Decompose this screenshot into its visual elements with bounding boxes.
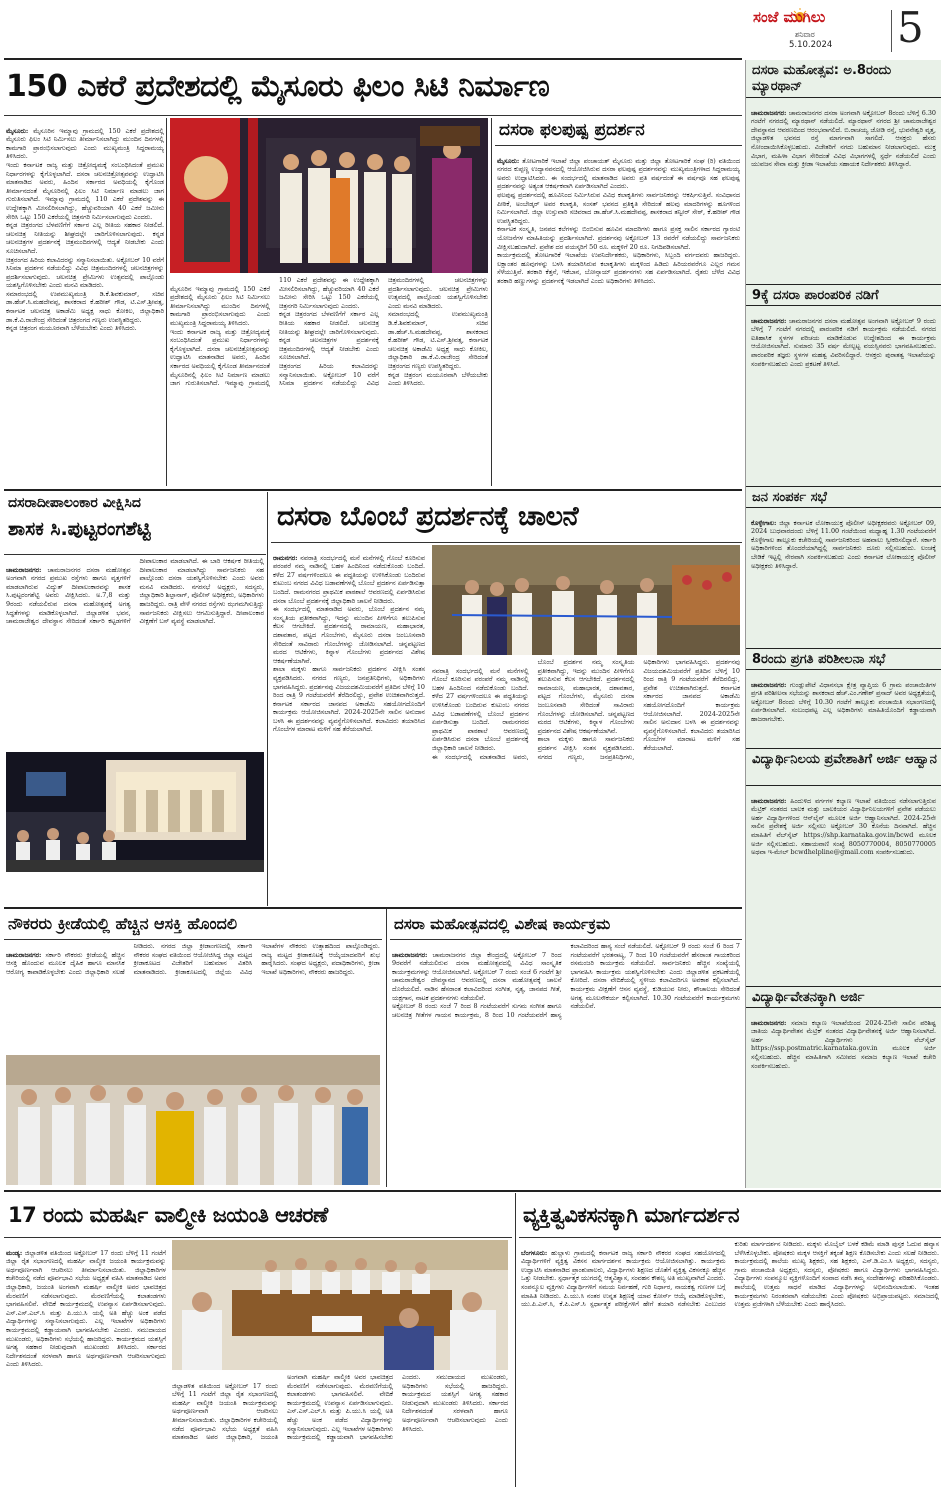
employees-under-rule [4,939,382,940]
sidebar-head-6: ವಿದ್ಯಾರ್ಥಿವೇತನಕ್ಕಾಗಿ ಅರ್ಜಿ [746,986,941,1008]
doll-body-cont: ನವರಾತ್ರಿ ಸಂದರ್ಭದಲ್ಲಿ ಮನೆ ಮನೆಗಳಲ್ಲಿ ಗೊಂಬೆ ಕೂರಿಸುವ ಪರಂಪರೆ ನಮ್ಮ ನಾಡಿನಲ್ಲಿ ಬಹಳ ಹಿಂದಿನಿಂದ ನಡೆದುಕೊಂಡು ಬಂದಿದೆ. ಕಳೆದ 27 ವರ್ಷಗಳಿಂದಲೂ ಈ ಪದ್ಧತಿಯನ್ನು ಉಳಿಸಿಕೊಂಡು ಬಂದಿರುವ ಕುಟುಂಬ ನಗರದ ವಿವಿಧ ಬಡಾವಣೆಗಳಲ್ಲಿ ಬೊಂಬೆ ಪ್ರದರ್ಶನ ಏರ್ಪಡಿಸುತ್ತಾ ಬಂದಿದೆ. ರಾಮನಗರದ ಪ್ರಾಥಮಿಕ ಪಾಠಶಾಲೆ ಆವರಣದಲ್ಲಿ ಏರ್ಪಡಿಸಿರುವ ದಸರಾ ಬೊಂಬೆ ಪ್ರದರ್ಶನಕ್ಕೆ ಜಿಲ್ಲಾಧಿಕಾರಿ ಚಾಲನೆ ನೀಡಿದರು. ಈ ಸಂದರ್ಭದಲ್ಲಿ ಮಾತನಾಡಿದ ಅವರು, ಬೊಂಬೆ ಪ್ರದರ್ಶನ ನಮ್ಮ ಸಂಸ್ಕೃತಿಯ ಪ್ರತೀಕವಾಗಿದ್ದು, ಇದನ್ನು ಮುಂದಿನ ಪೀಳಿಗೆಗೂ ತಲುಪಿಸುವ ಕೆಲಸ ಆಗಬೇಕಿದೆ. ಪ್ರದರ್ಶನದಲ್ಲಿ ರಾಮಾಯಣ, ಮಹಾಭಾರತ, ದಶಾವತಾರ, ಪಟ್ಟದ ಗೊಂಬೆಗಳು, ಮೈಸೂರು ದಸರಾ ಜಂಬೂಸವಾರಿ ಸೇರಿದಂತೆ ಸಾವಿರಾರು ಗೊಂಬೆಗಳನ್ನು ಜೋಡಿಸಲಾಗಿದೆ. ಚನ್ನಪಟ್ಟಣದ ಮರದ ಆಟಿಕೆಗಳು, ಕಿನ್ನಾಳ ಗೊಂಬೆಗಳು ಪ್ರದರ್ಶನದ ವಿಶೇಷ ಆಕರ್ಷಣೆಯಾಗಿವೆ. ಶಾಲಾ ಮಕ್ಕಳು ಹಾಗೂ ಸಾರ್ವಜನಿಕರು ಪ್ರದರ್ಶನ ವೀಕ್ಷಿಸಿ ಸಂತಸ ವ್ಯಕ್ತಪಡಿಸಿದರು. ನಗರದ ಗಣ್ಯರು, ಜನಪ್ರತಿನಿಧಿಗಳು, ಅಧಿಕಾರಿಗಳು ಭಾಗವಹಿಸಿದ್ದರು. ಪ್ರದರ್ಶನವು ವಿಜಯದಶಮಿಯವರೆಗೆ ಪ್ರತಿದಿನ ಬೆಳಿಗ್ಗೆ 10 ರಿಂದ ರಾತ್ರಿ 9 ಗಂಟೆಯವರೆಗೆ ತೆರೆದಿರಲಿದ್ದು, ಪ್ರವೇಶ ಉಚಿತವಾಗಿರುತ್ತದೆ. ಕರ್ನಾಟಕ ಸರ್ಕಾರದ ಜಾನಪದ ಅಕಾಡೆಮಿ ಸಹಯೋಗದೊಂದಿಗೆ ಕಾರ್ಯಕ್ರಮ ಆಯೋಜಿಸಲಾಗಿದೆ. 2024-2025ನೇ ಸಾಲಿನ ಅನುದಾನ ಬಳಸಿ ಈ ಪ್ರದರ್ಶನವನ್ನು ವ್ಯವಸ್ಥೆಗೊಳಿಸಲಾಗಿದೆ. ಕಲಾವಿದರು ತಯಾರಿಸಿದ ಗೊಂಬೆಗಳ ಮಾರಾಟ ಮಳಿಗೆ ಸಹ ತೆರೆಯಲಾಗಿದೆ. [432,658,740,761]
masthead-divider [891,10,892,52]
sidebar-body-1 [746,98,941,284]
mla-photo [6,752,264,872]
special-dateline: ಚಾಮರಾಜನಗರ: [392,950,428,959]
sidebar-dateline-5: ಚಾಮರಾಜನಗರ: [751,796,787,805]
sidebar-head-4: 8ರಂದು ಪ್ರಗತಿ ಪರಿಶೀಲನಾ ಸಭೆ [746,648,941,670]
mla-body-text: ಚಾಮರಾಜನಗರ ದಸರಾ ಮಹೋತ್ಸವ ಅಂಗವಾಗಿ ನಗರದ ಪ್ರಮುಖ ರಸ್ತೆಗಳು ಹಾಗೂ ವೃತ್ತಗಳಿಗೆ ಮಾಡಲಾಗಿರುವ ವಿದ್ಯುತ್ ದೀಪಾಲಂಕಾರವನ್ನು ಶಾಸಕ ಸಿ.ಪುಟ್ಟರಂಗಶೆಟ್ಟಿ ಅವರು ವೀಕ್ಷಿಸಿದರು. ಅ.7,8 ಮತ್ತು 9ರಂದು ನಡೆಯಲಿರುವ ದಸರಾ ಮಹೋತ್ಸವಕ್ಕೆ ಅಗತ್ಯ ಸಿದ್ಧತೆಗಳನ್ನು ಮಾಡಿಕೊಳ್ಳಲಾಗಿದೆ. ಜಿಲ್ಲಾಡಳಿತ ಭವನ, ಚಾಮರಾಜೇಶ್ವರ ದೇವಸ್ಥಾನ ಸೇರಿದಂತೆ ಸರ್ಕಾರಿ ಕಟ್ಟಡಗಳಿಗೆ ದೀಪಾಲಂಕಾರ ಮಾಡಲಾಗಿದೆ. ಈ ಬಾರಿ ಆಕರ್ಷಕ ರೀತಿಯಲ್ಲಿ ದೀಪಾಲಂಕಾರ ಮಾಡಲಾಗಿದ್ದು ಸಾರ್ವಜನಿಕರು ಸಹ ಪಾಲ್ಗೊಂಡು ದಸರಾ ಯಶಸ್ವಿಗೊಳಿಸಬೇಕು ಎಂದು ಅವರು ಮನವಿ ಮಾಡಿದರು. ನಗರಸಭೆ ಅಧ್ಯಕ್ಷರು, ಸದಸ್ಯರು, ಜಿಲ್ಲಾಧಿಕಾರಿ ಶಿಲ್ಪಾನಾಗ್, ಪೊಲೀಸ್ ಅಧೀಕ್ಷಕರು, ಅಧಿಕಾರಿಗಳು ಹಾಜರಿದ್ದರು. ರಾತ್ರಿ ವೇಳೆ ನಗರದ ರಸ್ತೆಗಳು ಝಗಮಗಿಸುತ್ತಿದ್ದು ಸಾರ್ವಜನಿಕರು ವೀಕ್ಷಿಸಲು ಆಗಮಿಸುತ್ತಿದ್ದಾರೆ. ದೀಪಾಲಂಕಾರ ವೀಕ್ಷಣೆಗೆ ಬಸ್ ವ್ಯವಸ್ಥೆ ಮಾಡಲಾಗಿದೆ. [6,557,264,626]
mla-headline-l2: ಶಾಸಕ ಸಿ.ಪುಟ್ಟರಂಗಶೆಟ್ಟಿ [8,518,151,540]
lead-dateline: ಮೈಸೂರು: [6,126,29,135]
lead-headline-text: 150 ಎಕರೆ ಪ್ರದೇಶದಲ್ಲಿ ಮೈಸೂರು ಫಿಲಂ ಸಿಟಿ ನಿರ್ಮಾಣ [6,69,550,104]
mla-under-rule [4,554,266,555]
sidebar-dateline-3: ಕೊಳ್ಳೇಗಾಲ: [751,518,777,527]
special-body [392,942,740,1186]
employees-col-rule [386,909,387,1187]
sidebar-head-3: ಜನ ಸಂಪರ್ಕ ಸಭೆ [746,486,941,508]
lead-body-col1 [6,118,164,486]
sidebar-text-3: ಜಿಲ್ಲಾ ಕರ್ನಾಟಕ ಲೋಕಾಯುಕ್ತ ಪೊಲೀಸ್ ಅಧೀಕ್ಷಕರವರು ಅಕ್ಟೋಬರ್ 09, 2024 ಬುಧವಾರದಂದು ಬೆಳಿಗ್ಗೆ 11.00 ಗಂಟೆಯಿಂದ ಮಧ್ಯಾಹ್ನ 1.30 ಗಂಟೆಯವರೆಗೆ ಕೊಳ್ಳೇಗಾಲ ತಾಲ್ಲೂಕು ಕಚೇರಿಯಲ್ಲಿ ಸಾರ್ವಜನಿಕರಿಂದ ಅಹವಾಲು ಸ್ವೀಕರಿಸಲಿದ್ದಾರೆ. ಸರ್ಕಾರಿ ಅಧಿಕಾರಿಗಳಿಂದ ತೊಂದರೆಯಾಗಿದ್ದಲ್ಲಿ ಸಾರ್ವಜನಿಕರು ದೂರು ಸಲ್ಲಿಸಬಹುದು. ಲಂಚಕ್ಕೆ ಬೇಡಿಕೆ ಇಟ್ಟಲ್ಲಿ ನೇರವಾಗಿ ಸಂಪರ್ಕಿಸಬಹುದು ಎಂದು ಕರ್ನಾಟಕ ಲೋಕಾಯುಕ್ತ ಪೊಲೀಸ್ ಅಧೀಕ್ಷಕರು ತಿಳಿಸಿದ್ದಾರೆ. [751,518,936,570]
mla-dateline: ಚಾಮರಾಜನಗರ: [6,565,42,574]
personality-headline [519,1193,941,1237]
valmiki-photo [172,1240,508,1370]
lead-photo [170,118,488,273]
masthead-day: ಶನಿವಾರ [795,30,815,39]
mla-headline-l1: ದಸರಾದೀಪಾಲಂಕಾರ ವೀಕ್ಷಿಸಿದ [8,495,141,511]
sidebar-dateline-1: ಚಾಮರಾಜನಗರ: [751,108,787,117]
employees-photo-art [6,1055,380,1185]
employees-headline-text: ನೌಕರರು ಕ್ರೀಡೆಯಲ್ಲಿ ಹೆಚ್ಚಿನ ಆಸಕ್ತಿ ಹೊಂದಲಿ [8,914,238,933]
personality-body [521,1240,939,1486]
doll-photo-art [432,545,740,655]
sidebar-body-6 [746,1008,941,1148]
fruit-headline [495,116,742,144]
valmiki-col-rule [515,1193,516,1487]
logo-text: ಸಂಜೆ ಮುಗಿಲು [753,8,826,26]
valmiki-body-col1 [6,1240,166,1486]
special-under-rule [390,939,742,940]
valmiki-body-lower [172,1373,508,1486]
row4-rule [4,1190,941,1192]
doll-body-lower [432,658,740,903]
employees-body-text: ಸರ್ಕಾರಿ ನೌಕರರು ಕ್ರೀಡೆಯಲ್ಲಿ ಹೆಚ್ಚಿನ ಆಸಕ್ತಿ ಹೊಂದುವ ಮೂಲಕ ದೈಹಿಕ ಹಾಗೂ ಮಾನಸಿಕ ಆರೋಗ್ಯ ಕಾಪಾಡಿಕೊಳ್ಳಬೇಕು ಎಂದು ಜಿಲ್ಲಾಧಿಕಾರಿ ಸಲಹೆ ನೀಡಿದರು. ನಗರದ ಜಿಲ್ಲಾ ಕ್ರೀಡಾಂಗಣದಲ್ಲಿ ಸರ್ಕಾರಿ ನೌಕರರ ಸಂಘದ ವತಿಯಿಂದ ಆಯೋಜಿಸಿದ್ದ ಜಿಲ್ಲಾ ಮಟ್ಟದ ಕ್ರೀಡಾಕೂಟದ ವಿಜೇತರಿಗೆ ಬಹುಮಾನ ವಿತರಿಸಿ ಮಾತನಾಡಿದರು. ಕ್ರೀಡಾಕೂಟದಲ್ಲಿ ಜಿಲ್ಲೆಯ ವಿವಿಧ ಇಲಾಖೆಗಳ ನೌಕರರು ಉತ್ಸಾಹದಿಂದ ಪಾಲ್ಗೊಂಡಿದ್ದರು. ರಾಜ್ಯ ಮಟ್ಟದ ಕ್ರೀಡಾಕೂಟಕ್ಕೆ ಆಯ್ಕೆಯಾದವರಿಗೆ ಶುಭ ಹಾರೈಸಿದರು. ಸಂಘದ ಅಧ್ಯಕ್ಷರು, ಪದಾಧಿಕಾರಿಗಳು, ಕ್ರೀಡಾ ಇಲಾಖೆ ಅಧಿಕಾರಿಗಳು, ನೌಕರರು ಹಾಜರಿದ್ದರು. [6,942,380,976]
special-body-text: ಚಾಮರಾಜನಗರ ಜಿಲ್ಲಾ ಕೇಂದ್ರದಲ್ಲಿ ಅಕ್ಟೋಬರ್ 7 ರಿಂದ 9ರವರೆಗೆ ನಡೆಯಲಿರುವ ದಸರಾ ಮಹೋತ್ಸವದಲ್ಲಿ ವಿವಿಧ ಸಾಂಸ್ಕೃತಿಕ ಕಾರ್ಯಕ್ರಮಗಳನ್ನು ಆಯೋಜಿಸಲಾಗಿದೆ. ಅಕ್ಟೋಬರ್ 7 ರಂದು ಸಂಜೆ 6 ಗಂಟೆಗೆ ಶ್ರೀ ಚಾಮರಾಜೇಶ್ವರ ದೇವಸ್ಥಾನದ ಆವರಣದಲ್ಲಿ ದಸರಾ ಮಹೋತ್ಸವಕ್ಕೆ ಚಾಲನೆ ದೊರೆಯಲಿದೆ. ನಾಡಿನ ಹೆಸರಾಂತ ಕಲಾವಿದರಿಂದ ಸಂಗೀತ, ನೃತ್ಯ, ಜಾನಪದ ಗೀತೆ, ಯಕ್ಷಗಾನ, ನಾಟಕ ಪ್ರದರ್ಶನಗಳು ನಡೆಯಲಿವೆ. ಅಕ್ಟೋಬರ್ 8 ರಂದು ಸಂಜೆ 7 ರಿಂದ 8 ಗಂಟೆಯವರೆಗೆ ಸುಗಮ ಸಂಗೀತ ಹಾಗೂ ಚಲನಚಿತ್ರ ಗೀತೆಗಳ ಗಾಯನ ಕಾರ್ಯಕ್ರಮ, 8 ರಿಂದ 10 ಗಂಟೆಯವರೆಗೆ ಹಾಸ್ಯ ಕಲಾವಿದರಿಂದ ಹಾಸ್ಯ ಸಂಜೆ ನಡೆಯಲಿದೆ. ಅಕ್ಟೋಬರ್ 9 ರಂದು ಸಂಜೆ 6 ರಿಂದ 7 ಗಂಟೆಯವರೆಗೆ ಭರತನಾಟ್ಯ, 7 ರಿಂದ 10 ಗಂಟೆಯವರೆಗೆ ಹೆಸರಾಂತ ಗಾಯಕರಿಂದ ರಸಮಂಜರಿ ಕಾರ್ಯಕ್ರಮ ನಡೆಯಲಿದೆ. ಸಾರ್ವಜನಿಕರು ಹೆಚ್ಚಿನ ಸಂಖ್ಯೆಯಲ್ಲಿ ಭಾಗವಹಿಸಿ ಕಾರ್ಯಕ್ರಮ ಯಶಸ್ವಿಗೊಳಿಸಬೇಕು ಎಂದು ಜಿಲ್ಲಾಡಳಿತ ಪ್ರಕಟಣೆಯಲ್ಲಿ ಕೋರಿದೆ. ದಸರಾ ವೇದಿಕೆಯಲ್ಲಿ ಸ್ಥಳೀಯ ಕಲಾವಿದರಿಗೂ ಅವಕಾಶ ಕಲ್ಪಿಸಲಾಗಿದೆ. ಕಾರ್ಯಕ್ರಮ ವೀಕ್ಷಣೆಗೆ ಆಸನ ವ್ಯವಸ್ಥೆ, ಕುಡಿಯುವ ನೀರು, ಶೌಚಾಲಯ ಸೇರಿದಂತೆ ಅಗತ್ಯ ಮೂಲಸೌಕರ್ಯ ಕಲ್ಪಿಸಲಾಗಿದೆ. 10.30 ಗಂಟೆಯವರೆಗೆ ಕಾರ್ಯಕ್ರಮಗಳು ನಡೆಯಲಿವೆ. [392,942,740,1019]
valmiki-headline [4,1193,512,1237]
valmiki-headline-text: 17 ರಂದು ಮಹರ್ಷಿ ವಾಲ್ಮೀಕಿ ಜಯಂತಿ ಆಚರಣೆ [8,1203,328,1227]
special-headline [390,909,742,939]
mla-headline [4,492,266,552]
valmiki-body-cont: ಜಿಲ್ಲಾಡಳಿತ ವತಿಯಿಂದ ಅಕ್ಟೋಬರ್ 17 ರಂದು ಬೆಳಿಗ್ಗೆ 11 ಗಂಟೆಗೆ ಜಿಲ್ಲಾ ರೈತ ಸಭಾಂಗಣದಲ್ಲಿ ಮಹರ್ಷಿ ವಾಲ್ಮೀಕಿ ಜಯಂತಿ ಕಾರ್ಯಕ್ರಮವನ್ನು ಅರ್ಥಪೂರ್ಣವಾಗಿ ಆಚರಿಸಲು ತೀರ್ಮಾನಿಸಲಾಯಿತು. ಜಿಲ್ಲಾಧಿಕಾರಿಗಳ ಕಚೇರಿಯಲ್ಲಿ ನಡೆದ ಪೂರ್ವಭಾವಿ ಸಭೆಯ ಅಧ್ಯಕ್ಷತೆ ವಹಿಸಿ ಮಾತನಾಡಿದ ಅಪರ ಜಿಲ್ಲಾಧಿಕಾರಿ, ಜಯಂತಿ ಅಂಗವಾಗಿ ಮಹರ್ಷಿ ವಾಲ್ಮೀಕಿ ಅವರ ಭಾವಚಿತ್ರದ ಮೆರವಣಿಗೆ ನಡೆಸಲಾಗುವುದು. ಮೆರವಣಿಗೆಯಲ್ಲಿ ಕಲಾತಂಡಗಳು ಭಾಗವಹಿಸಲಿವೆ. ವೇದಿಕೆ ಕಾರ್ಯಕ್ರಮದಲ್ಲಿ ಉಪನ್ಯಾಸ ಏರ್ಪಡಿಸಲಾಗುವುದು. ಎಸ್.ಎಸ್.ಎಲ್.ಸಿ ಮತ್ತು ಪಿ.ಯು.ಸಿ ಯಲ್ಲಿ ಅತಿ ಹೆಚ್ಚು ಅಂಕ ಪಡೆದ ವಿದ್ಯಾರ್ಥಿಗಳನ್ನು ಸನ್ಮಾನಿಸಲಾಗುವುದು. ಎಲ್ಲ ಇಲಾಖೆಗಳ ಅಧಿಕಾರಿಗಳು ಕಾರ್ಯಕ್ರಮದಲ್ಲಿ ಕಡ್ಡಾಯವಾಗಿ ಭಾಗವಹಿಸಬೇಕು ಎಂದರು. ಸಮುದಾಯದ ಮುಖಂಡರು, ಅಧಿಕಾರಿಗಳು ಸಭೆಯಲ್ಲಿ ಹಾಜರಿದ್ದರು. ಕಾರ್ಯಕ್ರಮದ ಯಶಸ್ಸಿಗೆ ಅಗತ್ಯ ಸಹಕಾರ ನೀಡುವುದಾಗಿ ಮುಖಂಡರು ತಿಳಿಸಿದರು. ಸರ್ಕಾರದ ನಿರ್ದೇಶನದಂತೆ ಸರಳವಾಗಿ ಹಾಗೂ ಅರ್ಥಪೂರ್ಣವಾಗಿ ಆಚರಿಸಲಾಗುವುದು ಎಂದು ತಿಳಿಸಿದರು. [172,1373,508,1442]
special-headline-text: ದಸರಾ ಮಹೋತ್ಸವದಲ್ಲಿ ವಿಶೇಷ ಕಾರ್ಯಕ್ರಮ [394,915,611,933]
sidebar-text-6: ಸಮಾಜ ಕಲ್ಯಾಣ ಇಲಾಖೆಯಿಂದ 2024-25ನೇ ಸಾಲಿನ ಪರಿಶಿಷ್ಟ ಜಾತಿಯ ವಿದ್ಯಾರ್ಥಿವೇತನ ಮೆಟ್ರಿಕ್ ನಂತರದ ವಿದ್ಯಾರ್ಥಿವೇತನಕ್ಕೆ ಅರ್ಜಿ ಆಹ್ವಾನಿಸಲಾಗಿದೆ. ಅರ್ಹ ವಿದ್ಯಾರ್ಥಿಗಳು ವೆಬ್‌ಸೈಟ್ https://ssp.postmatric.karnataka.gov.in ಮೂಲಕ ಅರ್ಜಿ ಸಲ್ಲಿಸಬಹುದು. ಹೆಚ್ಚಿನ ಮಾಹಿತಿಗಾಗಿ ಸಮೀಪದ ಸಮಾಜ ಕಲ್ಯಾಣ ಇಲಾಖೆ ಕಚೇರಿ ಸಂಪರ್ಕಿಸಬಹುದು. [751,1018,936,1070]
lead-body-lower [170,276,488,486]
sidebar-text-5: ಹಿಂದುಳಿದ ವರ್ಗಗಳ ಕಲ್ಯಾಣ ಇಲಾಖೆ ವತಿಯಿಂದ ನಡೆಸಲಾಗುತ್ತಿರುವ ಮೆಟ್ರಿಕ್ ನಂತರದ ಬಾಲಕ ಮತ್ತು ಬಾಲಕಿಯರ ವಿದ್ಯಾರ್ಥಿನಿಲಯಗಳಿಗೆ ಪ್ರವೇಶ ಪಡೆಯಲು ಅರ್ಹ ವಿದ್ಯಾರ್ಥಿಗಳಿಂದ ಆನ್‌ಲೈನ್ ಮೂಲಕ ಅರ್ಜಿ ಆಹ್ವಾನಿಸಲಾಗಿದೆ. 2024-25ನೇ ಸಾಲಿನ ಪ್ರವೇಶಕ್ಕೆ ಅರ್ಜಿ ಸಲ್ಲಿಸಲು ಅಕ್ಟೋಬರ್ 30 ಕೊನೆಯ ದಿನವಾಗಿದೆ. ಹೆಚ್ಚಿನ ಮಾಹಿತಿಗೆ ವೆಬ್‌ಸೈಟ್ https://shp.karnataka.gov.in/bcwd ಮೂಲಕ ಅರ್ಜಿ ಸಲ್ಲಿಸಬಹುದು. ಸಹಾಯವಾಣಿ ಸಂಖ್ಯೆ 8050770004, 8050770005 ಅಥವಾ ಇ-ಮೇಲ್ bcwdhelpline@gmail.com ಸಂಪರ್ಕಿಸಬಹುದು. [751,796,936,857]
fruit-headline-text: ದಸರಾ ಫಲಪುಷ್ಪ ಪ್ರದರ್ಶನ [499,120,645,140]
lead-headline [4,60,742,114]
doll-body: ನವರಾತ್ರಿ ಸಂದರ್ಭದಲ್ಲಿ ಮನೆ ಮನೆಗಳಲ್ಲಿ ಗೊಂಬೆ ಕೂರಿಸುವ ಪರಂಪರೆ ನಮ್ಮ ನಾಡಿನಲ್ಲಿ ಬಹಳ ಹಿಂದಿನಿಂದ ನಡೆದುಕೊಂಡು ಬಂದಿದೆ. ಕಳೆದ 27 ವರ್ಷಗಳಿಂದಲೂ ಈ ಪದ್ಧತಿಯನ್ನು ಉಳಿಸಿಕೊಂಡು ಬಂದಿರುವ ಕುಟುಂಬ ನಗರದ ವಿವಿಧ ಬಡಾವಣೆಗಳಲ್ಲಿ ಬೊಂಬೆ ಪ್ರದರ್ಶನ ಏರ್ಪಡಿಸುತ್ತಾ ಬಂದಿದೆ. ರಾಮನಗರದ ಪ್ರಾಥಮಿಕ ಪಾಠಶಾಲೆ ಆವರಣದಲ್ಲಿ ಏರ್ಪಡಿಸಿರುವ ದಸರಾ ಬೊಂಬೆ ಪ್ರದರ್ಶನಕ್ಕೆ ಜಿಲ್ಲಾಧಿಕಾರಿ ಚಾಲನೆ ನೀಡಿದರು. ಈ ಸಂದರ್ಭದಲ್ಲಿ ಮಾತನಾಡಿದ ಅವರು, ಬೊಂಬೆ ಪ್ರದರ್ಶನ ನಮ್ಮ ಸಂಸ್ಕೃತಿಯ ಪ್ರತೀಕವಾಗಿದ್ದು, ಇದನ್ನು ಮುಂದಿನ ಪೀಳಿಗೆಗೂ ತಲುಪಿಸುವ ಕೆಲಸ ಆಗಬೇಕಿದೆ. ಪ್ರದರ್ಶನದಲ್ಲಿ ರಾಮಾಯಣ, ಮಹಾಭಾರತ, ದಶಾವತಾರ, ಪಟ್ಟದ ಗೊಂಬೆಗಳು, ಮೈಸೂರು ದಸರಾ ಜಂಬೂಸವಾರಿ ಸೇರಿದಂತೆ ಸಾವಿರಾರು ಗೊಂಬೆಗಳನ್ನು ಜೋಡಿಸಲಾಗಿದೆ. ಚನ್ನಪಟ್ಟಣದ ಮರದ ಆಟಿಕೆಗಳು, ಕಿನ್ನಾಳ ಗೊಂಬೆಗಳು ಪ್ರದರ್ಶನದ ವಿಶೇಷ ಆಕರ್ಷಣೆಯಾಗಿವೆ. ಶಾಲಾ ಮಕ್ಕಳು ಹಾಗೂ ಸಾರ್ವಜನಿಕರು ಪ್ರದರ್ಶನ ವೀಕ್ಷಿಸಿ ಸಂತಸ ವ್ಯಕ್ತಪಡಿಸಿದರು. ನಗರದ ಗಣ್ಯರು, ಜನಪ್ರತಿನಿಧಿಗಳು, ಅಧಿಕಾರಿಗಳು ಭಾಗವಹಿಸಿದ್ದರು. ಪ್ರದರ್ಶನವು ವಿಜಯದಶಮಿಯವರೆಗೆ ಪ್ರತಿದಿನ ಬೆಳಿಗ್ಗೆ 10 ರಿಂದ ರಾತ್ರಿ 9 ಗಂಟೆಯವರೆಗೆ ತೆರೆದಿರಲಿದ್ದು, ಪ್ರವೇಶ ಉಚಿತವಾಗಿರುತ್ತದೆ. ಕರ್ನಾಟಕ ಸರ್ಕಾರದ ಜಾನಪದ ಅಕಾಡೆಮಿ ಸಹಯೋಗದೊಂದಿಗೆ ಕಾರ್ಯಕ್ರಮ ಆಯೋಜಿಸಲಾಗಿದೆ. 2024-2025ನೇ ಸಾಲಿನ ಅನುದಾನ ಬಳಸಿ ಈ ಪ್ರದರ್ಶನವನ್ನು ವ್ಯವಸ್ಥೆಗೊಳಿಸಲಾಗಿದೆ. ಕಲಾವಿದರು ತಯಾರಿಸಿದ ಗೊಂಬೆಗಳ ಮಾರಾಟ ಮಳಿಗೆ ಸಹ ತೆರೆಯಲಾಗಿದೆ. [273,553,425,734]
sidebar [745,60,941,1188]
doll-under-rule [271,542,742,543]
lead-photo-art [170,118,488,273]
valmiki-photo-art [172,1240,508,1370]
masthead-date: 5.10.2024 [789,40,833,50]
sidebar-dateline-2: ಚಾಮರಾಜನಗರ: [751,316,787,325]
employees-photo [6,1055,380,1185]
fruit-dateline: ಮೈಸೂರು: [497,156,520,165]
sidebar-head-2: 9ಕ್ಕೆ ದಸರಾ ಪಾರಂಪರಿಕ ನಡಿಗೆ [746,284,941,306]
fruit-under-rule [495,145,742,146]
sidebar-dateline-6: ಚಾಮರಾಜನಗರ: [751,1018,787,1027]
sidebar-dateline-4: ಚಾಮರಾಜನಗರ: [751,680,787,689]
fruit-divider [491,118,492,486]
sidebar-text-2: ಚಾಮರಾಜನಗರ ದಸರಾ ಮಹೋತ್ಸವ ಅಂಗವಾಗಿ ಅಕ್ಟೋಬರ್ 9 ರಂದು ಬೆಳಿಗ್ಗೆ 7 ಗಂಟೆಗೆ ನಗರದಲ್ಲಿ ಪಾರಂಪರಿಕ ನಡಿಗೆ ಕಾರ್ಯಕ್ರಮ ನಡೆಯಲಿದೆ. ನಗರದ ಐತಿಹಾಸಿಕ ಸ್ಥಳಗಳ ಪರಿಚಯ ಮಾಡಿಕೊಡುವ ಉದ್ದೇಶದಿಂದ ಈ ಕಾರ್ಯಕ್ರಮ ಆಯೋಜಿಸಲಾಗಿದೆ. ಸುಮಾರು 35 ವರ್ಷ ಮೇಲ್ಪಟ್ಟ ವಯಸ್ಸಿನವರು ಭಾಗವಹಿಸಬಹುದು. ಪಾರಂಪರಿಕ ತಜ್ಞರು ಸ್ಥಳಗಳ ಮಹತ್ವ ವಿವರಿಸಲಿದ್ದಾರೆ. ಆಸಕ್ತರು ಪುರಾತತ್ವ ಇಲಾಖೆಯನ್ನು ಸಂಪರ್ಕಿಸಬಹುದು ಎಂದು ಪ್ರಕಟಣೆ ತಿಳಿಸಿದೆ. [751,316,936,368]
masthead [745,4,941,56]
lead-body-cont: ಮೈಸೂರಿನ ಇಮ್ಮಾವು ಗ್ರಾಮದಲ್ಲಿ 150 ಎಕರೆ ಪ್ರದೇಶದಲ್ಲಿ ಮೈಸೂರು ಫಿಲಂ ಸಿಟಿ ನಿರ್ಮಿಸಲು ತೀರ್ಮಾನಿಸಲಾಗಿದ್ದು ಮುಂದಿನ ದಿನಗಳಲ್ಲಿ ಕಾಮಗಾರಿ ಪ್ರಾರಂಭಿಸಲಾಗುವುದು ಎಂದು ಮುಖ್ಯಮಂತ್ರಿ ಸಿದ್ದರಾಮಯ್ಯ ತಿಳಿಸಿದರು. ಇಂದು ಕರ್ನಾಟಕ ರಾಜ್ಯ ಮತ್ತು ಚಿತ್ರೋದ್ಯಮಕ್ಕೆ ಸಂಬಂಧಿಸಿದಂತೆ ಪ್ರಮುಖ ನಿರ್ಧಾರಗಳನ್ನು ಕೈಗೊಳ್ಳಲಾಗಿದೆ. ದಸರಾ ಚಲನಚಿತ್ರೋತ್ಸವವನ್ನು ಉದ್ಘಾಟಿಸಿ ಮಾತನಾಡಿದ ಅವರು, ಹಿಂದಿನ ಸರ್ಕಾರದ ಅವಧಿಯಲ್ಲಿ ಕೈಗೊಂಡ ತೀರ್ಮಾನದಂತೆ ಮೈಸೂರಿನಲ್ಲಿ ಫಿಲಂ ಸಿಟಿ ನಿರ್ಮಾಣ ಮಾಡಲು ಜಾಗ ಗುರುತಿಸಲಾಗಿದೆ. ಇಮ್ಮಾವು ಗ್ರಾಮದಲ್ಲಿ 110 ಎಕರೆ ಪ್ರದೇಶವನ್ನು ಈ ಉದ್ದೇಶಕ್ಕಾಗಿ ಮೀಸಲಿರಿಸಲಾಗಿದ್ದು, ಹೆಚ್ಚುವರಿಯಾಗಿ 40 ಎಕರೆ ಜಮೀನು ಸೇರಿಸಿ ಒಟ್ಟು 150 ಎಕರೆಯಲ್ಲಿ ಚಿತ್ರನಗರಿ ನಿರ್ಮಿಸಲಾಗುವುದು ಎಂದರು. ಕನ್ನಡ ಚಿತ್ರರಂಗದ ಬೆಳವಣಿಗೆಗೆ ಸರ್ಕಾರ ಎಲ್ಲ ರೀತಿಯ ಸಹಕಾರ ನೀಡಲಿದೆ. ಚಲನಚಿತ್ರ ನೀತಿಯನ್ನು ಶೀಘ್ರದಲ್ಲೇ ಜಾರಿಗೊಳಿಸಲಾಗುವುದು. ಕನ್ನಡ ಚಲನಚಿತ್ರಗಳ ಪ್ರದರ್ಶನಕ್ಕೆ ಚಿತ್ರಮಂದಿರಗಳಲ್ಲಿ ಆದ್ಯತೆ ನೀಡಬೇಕು ಎಂದು ಸೂಚಿಸಲಾಗಿದೆ. ಚಿತ್ರರಂಗದ ಹಿರಿಯ ಕಲಾವಿದರನ್ನು ಸನ್ಮಾನಿಸಲಾಯಿತು. ಅಕ್ಟೋಬರ್ 10 ವರೆಗೆ ಸಿನಿಮಾ ಪ್ರದರ್ಶನ ನಡೆಯಲಿದ್ದು ವಿವಿಧ ಚಿತ್ರಮಂದಿರಗಳಲ್ಲಿ ಚಲನಚಿತ್ರಗಳನ್ನು ಪ್ರದರ್ಶಿಸಲಾಗುವುದು. ಚಲನಚಿತ್ರ ಪ್ರೇಮಿಗಳು ಉತ್ಸವದಲ್ಲಿ ಪಾಲ್ಗೊಂಡು ಯಶಸ್ವಿಗೊಳಿಸಬೇಕು ಎಂದು ಮನವಿ ಮಾಡಿದರು. ಸಮಾರಂಭದಲ್ಲಿ ಉಪಮುಖ್ಯಮಂತ್ರಿ ಡಿ.ಕೆ.ಶಿವಕುಮಾರ್, ಸಚಿವ ಡಾ.ಹೆಚ್.ಸಿ.ಮಹದೇವಪ್ಪ, ಶಾಸಕರಾದ ಕೆ.ಹರೀಶ್ ಗೌಡ, ಟಿ.ಎಸ್.ಶ್ರೀವತ್ಸ, ಕರ್ನಾಟಕ ಚಲನಚಿತ್ರ ಅಕಾಡೆಮಿ ಅಧ್ಯಕ್ಷ ಸಾಧು ಕೋಕಿಲ, ಜಿಲ್ಲಾಧಿಕಾರಿ ಡಾ.ಕೆ.ವಿ.ರಾಜೇಂದ್ರ ಸೇರಿದಂತೆ ಚಿತ್ರರಂಗದ ಗಣ್ಯರು ಉಪಸ್ಥಿತರಿದ್ದರು. ಕನ್ನಡ ಚಿತ್ರರಂಗ ಮಯೂರವಾಗಿ ಬೆಳೆಯಬೇಕು ಎಂದು ತಿಳಿಸಿದರು. [170,276,488,388]
fruit-body-text: ತೋಟಗಾರಿಕೆ ಇಲಾಖೆ ಜಿಲ್ಲಾ ಪಂಚಾಯತ್ ಮೈಸೂರು ಮತ್ತು ಜಿಲ್ಲಾ ತೋಟಗಾರಿಕೆ ಸಂಘ (ರಿ) ವತಿಯಿಂದ ನಗರದ ಕುಪ್ಪಣ್ಣ ಉದ್ಯಾನವನದಲ್ಲಿ ಆಯೋಜಿಸಿರುವ ದಸರಾ ಫಲಪುಷ್ಪ ಪ್ರದರ್ಶನವನ್ನು ಮುಖ್ಯಮಂತ್ರಿಗಳಾದ ಸಿದ್ದರಾಮಯ್ಯ ಅವರು ಉದ್ಘಾಟಿಸಿದರು. ಈ ಸಂದರ್ಭದಲ್ಲಿ ಮಾತನಾಡಿದ ಅವರು ಪ್ರತಿ ವರ್ಷದಂತೆ ಈ ವರ್ಷವೂ ಸಹ ಫಲಪುಷ್ಪ ಪ್ರದರ್ಶನವನ್ನು ಅತ್ಯಂತ ಆಕರ್ಷಕವಾಗಿ ಏರ್ಪಡಿಸಲಾಗಿದೆ ಎಂದರು. ಫಲಪುಷ್ಪ ಪ್ರದರ್ಶನದಲ್ಲಿ ಹೂವಿನಿಂದ ನಿರ್ಮಿಸಿರುವ ವಿವಿಧ ಕಲಾಕೃತಿಗಳು ಸಾರ್ವಜನಿಕರನ್ನು ಆಕರ್ಷಿಸುತ್ತಿವೆ. ಸಂವಿಧಾನದ ಪೀಠಿಕೆ, ಅಂಬೇಡ್ಕರ್ ಅವರ ಕಲಾಕೃತಿ, ಸಂಸತ್ ಭವನದ ಪ್ರತಿಕೃತಿ ಸೇರಿದಂತೆ ಹಲವು ಮಾದರಿಗಳನ್ನು ಹೂಗಳಿಂದ ನಿರ್ಮಿಸಲಾಗಿದೆ. ಜಿಲ್ಲಾ ಉಸ್ತುವಾರಿ ಸಚಿವರಾದ ಡಾ.ಹೆಚ್.ಸಿ.ಮಹದೇವಪ್ಪ, ಶಾಸಕರಾದ ತನ್ವೀರ್ ಸೇಠ್, ಕೆ.ಹರೀಶ್ ಗೌಡ ಉಪಸ್ಥಿತರಿದ್ದರು. ಕರ್ನಾಟಕ ಸಂಸ್ಕೃತಿ, ಜನಪದ ಕಲೆಗಳನ್ನು ಬಿಂಬಿಸುವ ಹೂವಿನ ಮಾದರಿಗಳು ಹಾಗೂ ಪ್ರಸಕ್ತ ಸಾಲಿನ ಸರ್ಕಾರದ ಗ್ಯಾರಂಟಿ ಯೋಜನೆಗಳ ಮಾಹಿತಿಯನ್ನು ಪ್ರದರ್ಶಿಸಲಾಗಿದೆ. ಪ್ರದರ್ಶನವು ಅಕ್ಟೋಬರ್ 13 ರವರೆಗೆ ನಡೆಯಲಿದ್ದು ಸಾರ್ವಜನಿಕರು ವೀಕ್ಷಿಸಬಹುದಾಗಿದೆ. ಪ್ರವೇಶ ದರ ವಯಸ್ಕರಿಗೆ 50 ರೂ. ಮಕ್ಕಳಿಗೆ 20 ರೂ. ನಿಗದಿಪಡಿಸಲಾಗಿದೆ. ಕಾರ್ಯಕ್ರಮದಲ್ಲಿ ತೋಟಗಾರಿಕೆ ಇಲಾಖೆಯ ಉಪನಿರ್ದೇಶಕರು, ಅಧಿಕಾರಿಗಳು, ಸಿಬ್ಬಂದಿ ವರ್ಗದವರು ಹಾಜರಿದ್ದರು. ಲಕ್ಷಾಂತರ ಹೂವುಗಳನ್ನು ಬಳಸಿ ತಯಾರಿಸಿರುವ ಕಲಾಕೃತಿಗಳು ಮಕ್ಕಳಿಂದ ಹಿಡಿದು ಹಿರಿಯರವರೆಗೂ ಎಲ್ಲರ ಗಮನ ಸೆಳೆಯುತ್ತಿವೆ. ತರಕಾರಿ ಕೆತ್ತನೆ, ಇಕೆಬಾನ, ಬೋನ್ಸಾಯ್ ಪ್ರದರ್ಶನಗಳು ಸಹ ಏರ್ಪಡಿಸಲಾಗಿದೆ. ರೈತರು ಬೆಳೆದ ವಿವಿಧ ತರಕಾರಿ ಹಣ್ಣುಗಳನ್ನು ಪ್ರದರ್ಶನಕ್ಕೆ ಇಡಲಾಗಿದೆ ಎಂದು ಅಧಿಕಾರಿಗಳು ತಿಳಿಸಿದರು. [497,156,740,285]
personality-body-text: ಹುಲ್ಲಾಳು ಗ್ರಾಮದಲ್ಲಿ ಕರ್ನಾಟಕ ರಾಜ್ಯ ಸರ್ಕಾರಿ ನೌಕರರ ಸಂಘದ ಸಹಯೋಗದಲ್ಲಿ ವಿದ್ಯಾರ್ಥಿಗಳಿಗೆ ವ್ಯಕ್ತಿತ್ವ ವಿಕಸನ ಮಾರ್ಗದರ್ಶನ ಕಾರ್ಯಕ್ರಮ ಆಯೋಜಿಸಲಾಗಿತ್ತು. ಕಾರ್ಯಕ್ರಮ ಉದ್ಘಾಟಿಸಿ ಮಾತನಾಡಿದ ಪ್ರಾಂಶುಪಾಲರು, ವಿದ್ಯಾರ್ಥಿಗಳು ಶಿಕ್ಷಣದ ಜೊತೆಗೆ ವ್ಯಕ್ತಿತ್ವ ವಿಕಸನಕ್ಕೂ ಹೆಚ್ಚಿನ ಒತ್ತು ನೀಡಬೇಕು. ಸ್ಪರ್ಧಾತ್ಮಕ ಯುಗದಲ್ಲಿ ಆತ್ಮವಿಶ್ವಾಸ, ಸಂವಹನ ಕೌಶಲ್ಯ ಅತಿ ಮುಖ್ಯವಾಗಿದೆ ಎಂದರು. ಸಂಪನ್ಮೂಲ ವ್ಯಕ್ತಿಗಳು ವಿದ್ಯಾರ್ಥಿಗಳಿಗೆ ಸಮಯ ನಿರ್ವಹಣೆ, ಗುರಿ ನಿರ್ಧಾರ, ನಾಯಕತ್ವ ಗುಣಗಳ ಬಗ್ಗೆ ಮಾಹಿತಿ ನೀಡಿದರು. ಪಿ.ಯು.ಸಿ ನಂತರ ಉನ್ನತ ಶಿಕ್ಷಣಕ್ಕೆ ಯಾವ ಕೋರ್ಸ್ ಆಯ್ಕೆ ಮಾಡಿಕೊಳ್ಳಬೇಕು, ಯು.ಪಿ.ಎಸ್.ಸಿ, ಕೆ.ಪಿ.ಎಸ್.ಸಿ ಸ್ಪರ್ಧಾತ್ಮಕ ಪರೀಕ್ಷೆಗಳಿಗೆ ಹೇಗೆ ತಯಾರಿ ನಡೆಸಬೇಕು ಎಂಬುದರ ಕುರಿತು ಮಾರ್ಗದರ್ಶನ ನೀಡಿದರು. ಮಕ್ಕಳು ಮೊಬೈಲ್ ಬಳಕೆ ಕಡಿಮೆ ಮಾಡಿ ಪುಸ್ತಕ ಓದುವ ಹವ್ಯಾಸ ಬೆಳೆಸಿಕೊಳ್ಳಬೇಕು. ಪೋಷಕರು ಮಕ್ಕಳ ಆಸಕ್ತಿಗೆ ತಕ್ಕಂತೆ ಶಿಕ್ಷಣ ಕೊಡಿಸಬೇಕು ಎಂದು ಸಲಹೆ ನೀಡಿದರು. ಕಾರ್ಯಕ್ರಮದಲ್ಲಿ ಶಾಲೆಯ ಮುಖ್ಯ ಶಿಕ್ಷಕರು, ಸಹ ಶಿಕ್ಷಕರು, ಎಸ್.ಡಿ.ಎಂ.ಸಿ ಅಧ್ಯಕ್ಷರು, ಸದಸ್ಯರು, ಗ್ರಾಮ ಪಂಚಾಯಿತಿ ಅಧ್ಯಕ್ಷರು, ಸದಸ್ಯರು, ಪೋಷಕರು ಹಾಗೂ ವಿದ್ಯಾರ್ಥಿಗಳು ಭಾಗವಹಿಸಿದ್ದರು. ವಿದ್ಯಾರ್ಥಿಗಳು ಸಂಪನ್ಮೂಲ ವ್ಯಕ್ತಿಗಳೊಂದಿಗೆ ಸಂವಾದ ನಡೆಸಿ ತಮ್ಮ ಸಂದೇಹಗಳನ್ನು ಪರಿಹರಿಸಿಕೊಂಡರು. ಶಾಲೆಯಲ್ಲಿ ಉತ್ತಮ ಸಾಧನೆ ಮಾಡಿದ ವಿದ್ಯಾರ್ಥಿಗಳನ್ನು ಅಭಿನಂದಿಸಲಾಯಿತು. ಇಂತಹ ಕಾರ್ಯಕ್ರಮಗಳು ನಿರಂತರವಾಗಿ ನಡೆಯಬೇಕು ಎಂದು ಪೋಷಕರು ಅಭಿಪ್ರಾಯಪಟ್ಟರು. ಸಮಾಜದಲ್ಲಿ ಉತ್ತಮ ಪ್ರಜೆಗಳಾಗಿ ಬೆಳೆಯಬೇಕು ಎಂದು ಹಾರೈಸಿದರು. [521,1240,939,1309]
doll-dateline: ರಾಮನಗರ: [273,553,298,562]
valmiki-under-rule [4,1237,512,1238]
personality-under-rule [519,1237,941,1238]
employees-body [6,942,380,1052]
sidebar-text-4: ಗುಂಡ್ಲುಪೇಟೆ ವಿಧಾನಸಭಾ ಕ್ಷೇತ್ರ ವ್ಯಾಪ್ತಿಯ 6 ಗ್ರಾಮ ಪಂಚಾಯಿತಿಗಳ ಪ್ರಗತಿ ಪರಿಶೀಲನಾ ಸಭೆಯನ್ನು ಶಾಸಕರಾದ ಹೆಚ್.ಎಂ.ಗಣೇಶ್ ಪ್ರಸಾದ್ ಅವರ ಅಧ್ಯಕ್ಷತೆಯಲ್ಲಿ ಅಕ್ಟೋಬರ್ 8ರಂದು ಬೆಳಿಗ್ಗೆ 10.30 ಗಂಟೆಗೆ ತಾಲ್ಲೂಕು ಪಂಚಾಯಿತಿ ಸಭಾಂಗಣದಲ್ಲಿ ಏರ್ಪಡಿಸಲಾಗಿದೆ. ಸಂಬಂಧಪಟ್ಟ ಎಲ್ಲ ಅಧಿಕಾರಿಗಳು ಮಾಹಿತಿಯೊಂದಿಗೆ ಕಡ್ಡಾಯವಾಗಿ ಹಾಜರಾಗಬೇಕು. [751,680,936,723]
page-number: 5 [897,4,924,52]
employees-headline [4,909,382,939]
employees-dateline: ಚಾಮರಾಜನಗರ: [6,950,42,959]
masthead-logo [751,6,891,28]
mla-col-rule [267,492,268,906]
doll-body-col1 [273,545,425,903]
doll-headline-text: ದಸರಾ ಬೊಂಬೆ ಪ್ರದರ್ಶನಕ್ಕೆ ಚಾಲನೆ [277,501,579,532]
sidebar-body-4 [746,670,941,748]
lead-col-rule [166,118,167,486]
personality-dateline: ಬೆಂಗಳೂರು: [521,1248,548,1257]
valmiki-body: ಜಿಲ್ಲಾಡಳಿತ ವತಿಯಿಂದ ಅಕ್ಟೋಬರ್ 17 ರಂದು ಬೆಳಿಗ್ಗೆ 11 ಗಂಟೆಗೆ ಜಿಲ್ಲಾ ರೈತ ಸಭಾಂಗಣದಲ್ಲಿ ಮಹರ್ಷಿ ವಾಲ್ಮೀಕಿ ಜಯಂತಿ ಕಾರ್ಯಕ್ರಮವನ್ನು ಅರ್ಥಪೂರ್ಣವಾಗಿ ಆಚರಿಸಲು ತೀರ್ಮಾನಿಸಲಾಯಿತು. ಜಿಲ್ಲಾಧಿಕಾರಿಗಳ ಕಚೇರಿಯಲ್ಲಿ ನಡೆದ ಪೂರ್ವಭಾವಿ ಸಭೆಯ ಅಧ್ಯಕ್ಷತೆ ವಹಿಸಿ ಮಾತನಾಡಿದ ಅಪರ ಜಿಲ್ಲಾಧಿಕಾರಿ, ಜಯಂತಿ ಅಂಗವಾಗಿ ಮಹರ್ಷಿ ವಾಲ್ಮೀಕಿ ಅವರ ಭಾವಚಿತ್ರದ ಮೆರವಣಿಗೆ ನಡೆಸಲಾಗುವುದು. ಮೆರವಣಿಗೆಯಲ್ಲಿ ಕಲಾತಂಡಗಳು ಭಾಗವಹಿಸಲಿವೆ. ವೇದಿಕೆ ಕಾರ್ಯಕ್ರಮದಲ್ಲಿ ಉಪನ್ಯಾಸ ಏರ್ಪಡಿಸಲಾಗುವುದು. ಎಸ್.ಎಸ್.ಎಲ್.ಸಿ ಮತ್ತು ಪಿ.ಯು.ಸಿ ಯಲ್ಲಿ ಅತಿ ಹೆಚ್ಚು ಅಂಕ ಪಡೆದ ವಿದ್ಯಾರ್ಥಿಗಳನ್ನು ಸನ್ಮಾನಿಸಲಾಗುವುದು. ಎಲ್ಲ ಇಲಾಖೆಗಳ ಅಧಿಕಾರಿಗಳು ಕಾರ್ಯಕ್ರಮದಲ್ಲಿ ಕಡ್ಡಾಯವಾಗಿ ಭಾಗವಹಿಸಬೇಕು ಎಂದರು. ಸಮುದಾಯದ ಮುಖಂಡರು, ಅಧಿಕಾರಿಗಳು ಸಭೆಯಲ್ಲಿ ಹಾಜರಿದ್ದರು. ಕಾರ್ಯಕ್ರಮದ ಯಶಸ್ಸಿಗೆ ಅಗತ್ಯ ಸಹಕಾರ ನೀಡುವುದಾಗಿ ಮುಖಂಡರು ತಿಳಿಸಿದರು. ಸರ್ಕಾರದ ನಿರ್ದೇಶನದಂತೆ ಸರಳವಾಗಿ ಹಾಗೂ ಅರ್ಥಪೂರ್ಣವಾಗಿ ಆಚರಿಸಲಾಗುವುದು ಎಂದು ತಿಳಿಸಿದರು. [6,1248,166,1369]
fruit-body [497,148,740,486]
personality-headline-text: ವ್ಯಕ್ತಿತ್ವವಿಕಸನಕ್ಕಾಗಿ ಮಾರ್ಗದರ್ಶನ [523,1203,740,1227]
row2-rule [4,489,742,491]
sidebar-text-1: ಚಾಮರಾಜನಗರ ದಸರಾ ಅಂಗವಾಗಿ ಅಕ್ಟೋಬರ್ 8ರಂದು ಬೆಳಿಗ್ಗೆ 6.30 ಗಂಟೆಗೆ ನಗರದಲ್ಲಿ ಮ್ಯಾರಥಾನ್ ನಡೆಯಲಿದೆ. ಮ್ಯಾರಥಾನ್ ನಗರದ ಶ್ರೀ ಚಾಮರಾಜೇಶ್ವರ ದೇವಸ್ಥಾನದ ಆವರಣದಿಂದ ಆರಂಭವಾಗಲಿದೆ. ಬಿ.ರಾಚಯ್ಯ ಜೋಡಿ ರಸ್ತೆ, ಭುವನೇಶ್ವರಿ ವೃತ್ತ, ಜಿಲ್ಲಾಡಳಿತ ಭವನದ ರಸ್ತೆ ಮಾರ್ಗವಾಗಿ ಸಾಗಲಿದೆ. ಆಸಕ್ತರು ಹೆಸರು ನೋಂದಾಯಿಸಿಕೊಳ್ಳಬಹುದು. ವಿಜೇತರಿಗೆ ನಗದು ಬಹುಮಾನ ನೀಡಲಾಗುವುದು. ಮುಕ್ತ ವಿಭಾಗ, ಮಹಿಳಾ ವಿಭಾಗ ಸೇರಿದಂತೆ ವಿವಿಧ ವಿಭಾಗಗಳಲ್ಲಿ ಸ್ಪರ್ಧೆ ನಡೆಯಲಿದೆ ಎಂದು ಯುವಜನ ಸೇವಾ ಮತ್ತು ಕ್ರೀಡಾ ಇಲಾಖೆಯ ಸಹಾಯಕ ನಿರ್ದೇಶಕರು ತಿಳಿಸಿದ್ದಾರೆ. [751,108,936,169]
sidebar-body-3 [746,508,941,648]
sidebar-head-5: ವಿದ್ಯಾರ್ಥಿನಿಲಯ ಪ್ರವೇಶಾತಿಗೆ ಅರ್ಜಿ ಆಹ್ವಾನ [746,748,941,786]
sidebar-body-2 [746,306,941,486]
doll-photo [432,545,740,655]
valmiki-dateline: ಮಂಡ್ಯ: [6,1248,23,1257]
sidebar-body-5 [746,786,941,986]
mla-body [6,557,264,749]
mla-photo-art [6,752,264,872]
doll-headline [271,492,742,542]
sidebar-head-1: ದಸರಾ ಮಹೋತ್ಸವ: ಅ.8ರಂದು ಮ್ಯಾರಥಾನ್ [746,60,941,98]
lead-body: ಮೈಸೂರಿನ ಇಮ್ಮಾವು ಗ್ರಾಮದಲ್ಲಿ 150 ಎಕರೆ ಪ್ರದೇಶದಲ್ಲಿ ಮೈಸೂರು ಫಿಲಂ ಸಿಟಿ ನಿರ್ಮಿಸಲು ತೀರ್ಮಾನಿಸಲಾಗಿದ್ದು ಮುಂದಿನ ದಿನಗಳಲ್ಲಿ ಕಾಮಗಾರಿ ಪ್ರಾರಂಭಿಸಲಾಗುವುದು ಎಂದು ಮುಖ್ಯಮಂತ್ರಿ ಸಿದ್ದರಾಮಯ್ಯ ತಿಳಿಸಿದರು. ಇಂದು ಕರ್ನಾಟಕ ರಾಜ್ಯ ಮತ್ತು ಚಿತ್ರೋದ್ಯಮಕ್ಕೆ ಸಂಬಂಧಿಸಿದಂತೆ ಪ್ರಮುಖ ನಿರ್ಧಾರಗಳನ್ನು ಕೈಗೊಳ್ಳಲಾಗಿದೆ. ದಸರಾ ಚಲನಚಿತ್ರೋತ್ಸವವನ್ನು ಉದ್ಘಾಟಿಸಿ ಮಾತನಾಡಿದ ಅವರು, ಹಿಂದಿನ ಸರ್ಕಾರದ ಅವಧಿಯಲ್ಲಿ ಕೈಗೊಂಡ ತೀರ್ಮಾನದಂತೆ ಮೈಸೂರಿನಲ್ಲಿ ಫಿಲಂ ಸಿಟಿ ನಿರ್ಮಾಣ ಮಾಡಲು ಜಾಗ ಗುರುತಿಸಲಾಗಿದೆ. ಇಮ್ಮಾವು ಗ್ರಾಮದಲ್ಲಿ 110 ಎಕರೆ ಪ್ರದೇಶವನ್ನು ಈ ಉದ್ದೇಶಕ್ಕಾಗಿ ಮೀಸಲಿರಿಸಲಾಗಿದ್ದು, ಹೆಚ್ಚುವರಿಯಾಗಿ 40 ಎಕರೆ ಜಮೀನು ಸೇರಿಸಿ ಒಟ್ಟು 150 ಎಕರೆಯಲ್ಲಿ ಚಿತ್ರನಗರಿ ನಿರ್ಮಿಸಲಾಗುವುದು ಎಂದರು. ಕನ್ನಡ ಚಿತ್ರರಂಗದ ಬೆಳವಣಿಗೆಗೆ ಸರ್ಕಾರ ಎಲ್ಲ ರೀತಿಯ ಸಹಕಾರ ನೀಡಲಿದೆ. ಚಲನಚಿತ್ರ ನೀತಿಯನ್ನು ಶೀಘ್ರದಲ್ಲೇ ಜಾರಿಗೊಳಿಸಲಾಗುವುದು. ಕನ್ನಡ ಚಲನಚಿತ್ರಗಳ ಪ್ರದರ್ಶನಕ್ಕೆ ಚಿತ್ರಮಂದಿರಗಳಲ್ಲಿ ಆದ್ಯತೆ ನೀಡಬೇಕು ಎಂದು ಸೂಚಿಸಲಾಗಿದೆ. ಚಿತ್ರರಂಗದ ಹಿರಿಯ ಕಲಾವಿದರನ್ನು ಸನ್ಮಾನಿಸಲಾಯಿತು. ಅಕ್ಟೋಬರ್ 10 ವರೆಗೆ ಸಿನಿಮಾ ಪ್ರದರ್ಶನ ನಡೆಯಲಿದ್ದು ವಿವಿಧ ಚಿತ್ರಮಂದಿರಗಳಲ್ಲಿ ಚಲನಚಿತ್ರಗಳನ್ನು ಪ್ರದರ್ಶಿಸಲಾಗುವುದು. ಚಲನಚಿತ್ರ ಪ್ರೇಮಿಗಳು ಉತ್ಸವದಲ್ಲಿ ಪಾಲ್ಗೊಂಡು ಯಶಸ್ವಿಗೊಳಿಸಬೇಕು ಎಂದು ಮನವಿ ಮಾಡಿದರು. ಸಮಾರಂಭದಲ್ಲಿ ಉಪಮುಖ್ಯಮಂತ್ರಿ ಡಿ.ಕೆ.ಶಿವಕುಮಾರ್, ಸಚಿವ ಡಾ.ಹೆಚ್.ಸಿ.ಮಹದೇವಪ್ಪ, ಶಾಸಕರಾದ ಕೆ.ಹರೀಶ್ ಗೌಡ, ಟಿ.ಎಸ್.ಶ್ರೀವತ್ಸ, ಕರ್ನಾಟಕ ಚಲನಚಿತ್ರ ಅಕಾಡೆಮಿ ಅಧ್ಯಕ್ಷ ಸಾಧು ಕೋಕಿಲ, ಜಿಲ್ಲಾಧಿಕಾರಿ ಡಾ.ಕೆ.ವಿ.ರಾಜೇಂದ್ರ ಸೇರಿದಂತೆ ಚಿತ್ರರಂಗದ ಗಣ್ಯರು ಉಪಸ್ಥಿತರಿದ್ದರು. ಕನ್ನಡ ಚಿತ್ರರಂಗ ಮಯೂರವಾಗಿ ಬೆಳೆಯಬೇಕು ಎಂದು ತಿಳಿಸಿದರು. [6,126,164,333]
